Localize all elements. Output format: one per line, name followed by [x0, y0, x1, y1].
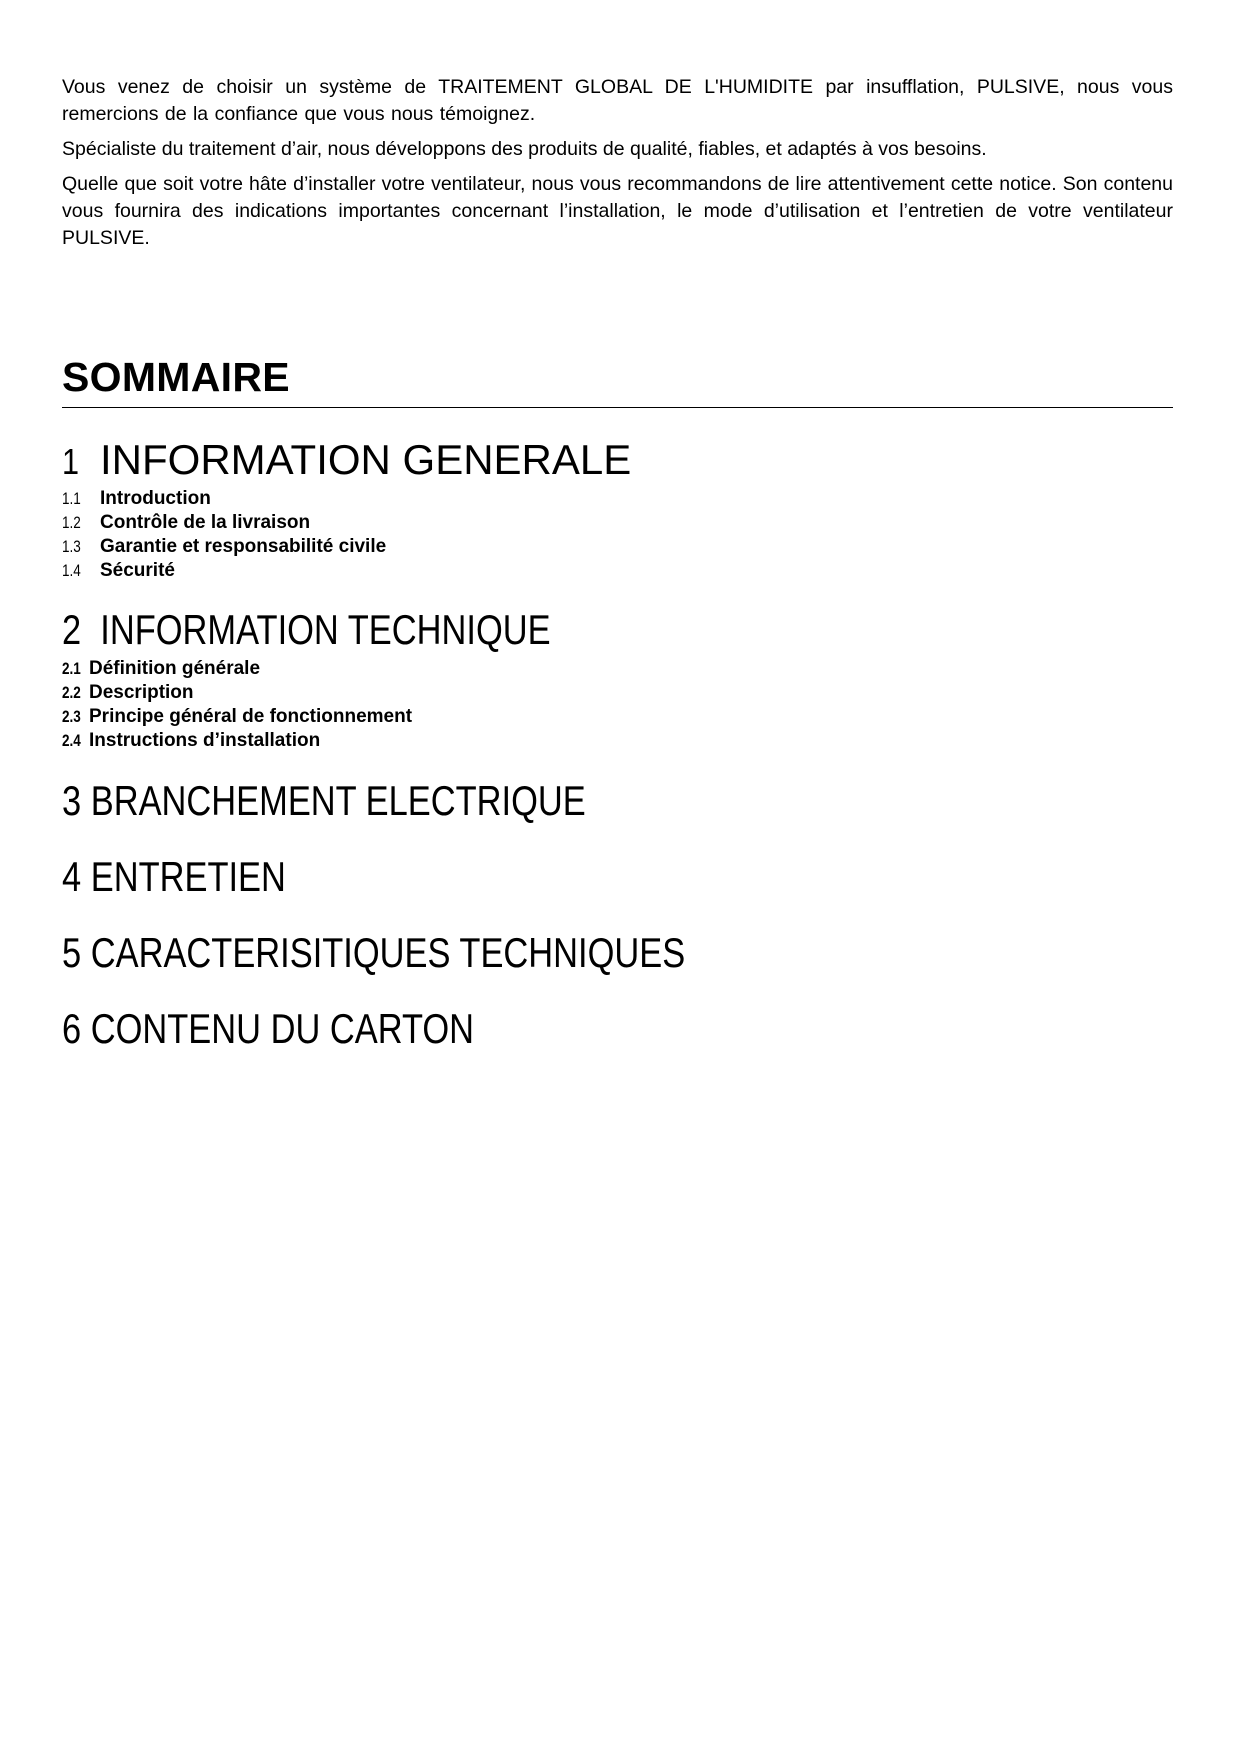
subsection-number: 1.1 — [62, 490, 81, 508]
toc-section-5 — [62, 929, 822, 977]
section-number: 4 — [62, 853, 82, 900]
toc-section-6 — [62, 1005, 565, 1053]
subsection-number: 2.2 — [62, 684, 81, 702]
toc-subsection — [62, 487, 386, 511]
intro-text — [62, 74, 1173, 252]
subsection-number: 1.3 — [62, 538, 81, 556]
subsection-title: Principe général de fonctionnement — [89, 706, 413, 727]
subsection-title: Instructions d’installation — [89, 730, 321, 751]
toc-subsection — [62, 729, 412, 753]
subsection-number: 2.4 — [62, 732, 81, 750]
section-heading-text — [62, 777, 586, 825]
section-heading-text — [62, 929, 685, 977]
subsection-number: 1.2 — [62, 514, 81, 532]
intro-paragraph: Quelle que soit votre hâte d’installer votre ventilateur, nous vous recommandons de lire attentivement cette notice. Son contenu vous fournira des indications importantes concernant l’installation, le mode d’utilisation et l’entretien de votre ventilateur PULSIVE. — [62, 173, 1173, 249]
subsection-title: Définition générale — [89, 658, 261, 679]
toc-subsection — [62, 535, 386, 559]
section-heading-text — [62, 853, 286, 901]
section-number: 1 — [62, 441, 80, 482]
section-number: 5 — [62, 929, 82, 976]
subsection-number: 2.3 — [62, 708, 81, 726]
subsection-number: 2.1 — [62, 660, 81, 678]
subsection-title: Sécurité — [100, 560, 175, 581]
section-heading-text — [62, 606, 551, 654]
section-title: INFORMATION GENERALE — [100, 436, 632, 483]
section-heading-text — [62, 1005, 474, 1053]
section-title: CARACTERISITIQUES TECHNIQUES — [90, 929, 686, 976]
subsection-title: Introduction — [100, 488, 211, 509]
subsection-number: 1.4 — [62, 562, 81, 580]
toc-divider — [62, 407, 1173, 408]
intro-paragraph: Vous venez de choisir un système de TRAITEMENT GLOBAL DE L'HUMIDITE par insufflation, PULSIVE, nous vous remercions de la confiance que vous nous témoignez. — [62, 76, 1173, 125]
section-title: INFORMATION TECHNIQUE — [100, 606, 551, 653]
section-title: CONTENU DU CARTON — [90, 1005, 475, 1052]
toc-subsection — [62, 657, 412, 681]
section-number: 2 — [62, 606, 82, 653]
intro-paragraph: Spécialiste du traitement d’air, nous développons des produits de qualité, fiables, et adaptés à vos besoins. — [62, 138, 987, 160]
subsection-title: Contrôle de la livraison — [100, 512, 311, 533]
toc-subsection — [62, 705, 412, 729]
toc-subsections-1 — [62, 487, 386, 583]
subsection-title: Description — [89, 682, 194, 703]
toc-section-2 — [62, 606, 658, 654]
toc-subsection — [62, 559, 386, 583]
section-title: BRANCHEMENT ELECTRIQUE — [90, 777, 586, 824]
toc-subsections-2 — [62, 657, 412, 753]
toc-subsection — [62, 511, 386, 535]
toc-section-3 — [62, 777, 701, 825]
section-title: ENTRETIEN — [90, 853, 286, 900]
toc-section-1 — [62, 436, 631, 486]
toc-heading: SOMMAIRE — [62, 354, 290, 400]
subsection-title: Garantie et responsabilité civile — [100, 536, 387, 557]
section-number: 6 — [62, 1005, 82, 1052]
toc-subsection — [62, 681, 412, 705]
toc-section-4 — [62, 853, 335, 901]
section-number: 3 — [62, 777, 82, 824]
document-page — [62, 74, 1173, 1052]
